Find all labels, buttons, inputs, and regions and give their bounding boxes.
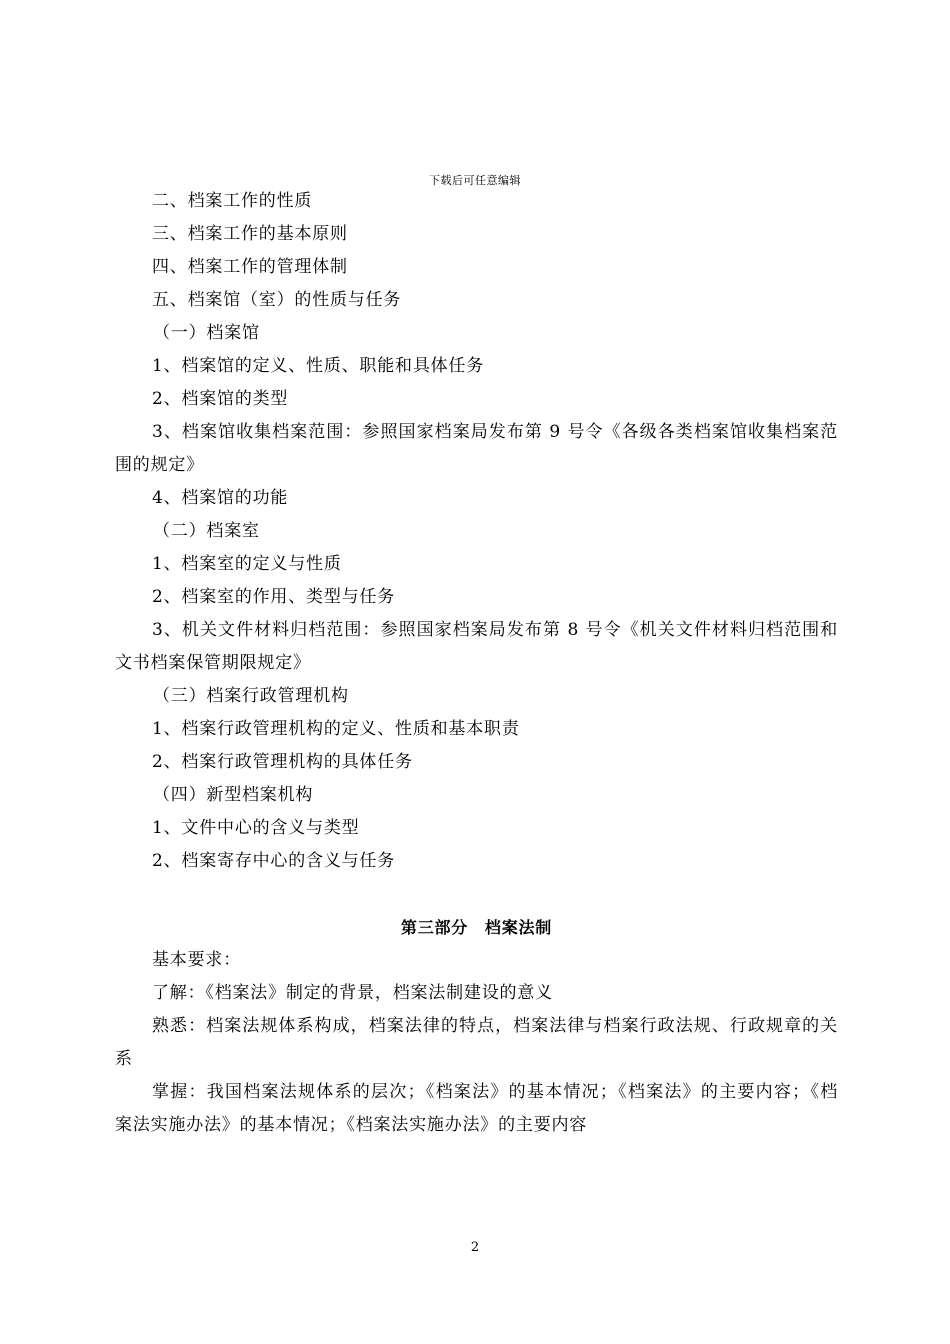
list-item: 3、档案馆收集档案范围：参照国家档案局发布第 9 号令《各级各类档案馆收集档案范围的规定》 [115,422,838,475]
list-item: 2、档案行政管理机构的具体任务 [152,752,413,772]
subsection-heading: （四）新型档案机构 [153,785,314,805]
spacer [115,878,838,911]
list-item: 1、档案行政管理机构的定义、性质和基本职责 [152,719,520,739]
list-item: 2、档案室的作用、类型与任务 [152,587,396,607]
section-title: 第三部分 档案法制 [400,918,553,937]
header-note: 下载后可任意编辑 [429,174,521,187]
list-item: 2、档案寄存中心的含义与任务 [152,851,396,871]
list-item: 五、档案馆（室）的性质与任务 [152,290,402,310]
requirement-item: 了解：《档案法》制定的背景，档案法制建设的意义 [152,983,553,1003]
list-item: 3、机关文件材料归档范围：参照国家档案局发布第 8 号令《机关文件材料归档范围和文书档案保管期限规定》 [115,620,838,673]
list-item: 四、档案工作的管理体制 [152,257,348,277]
requirement-item: 掌握：我国档案法规体系的层次；《档案法》的基本情况；《档案法》的主要内容；《档案法实施办法》的基本情况；《档案法实施办法》的主要内容 [115,1082,838,1135]
subsection-heading: （三）档案行政管理机构 [153,686,349,706]
page-number: 2 [470,1240,480,1255]
subsection-heading: （一）档案馆 [153,323,260,343]
document-body [115,185,838,1142]
list-item: 2、档案馆的类型 [152,389,289,409]
list-item: 三、档案工作的基本原则 [152,224,348,244]
list-item: 1、文件中心的含义与类型 [152,818,360,838]
list-item: 二、档案工作的性质 [152,191,313,211]
list-item: 1、档案室的定义与性质 [152,554,342,574]
requirement-item: 熟悉：档案法规体系构成，档案法律的特点，档案法律与档案行政法规、行政规章的关系 [115,1016,838,1069]
requirements-label: 基本要求： [152,950,241,970]
subsection-heading: （二）档案室 [153,521,260,541]
list-item: 1、档案馆的定义、性质、职能和具体任务 [152,356,485,376]
list-item: 4、档案馆的功能 [152,488,289,508]
